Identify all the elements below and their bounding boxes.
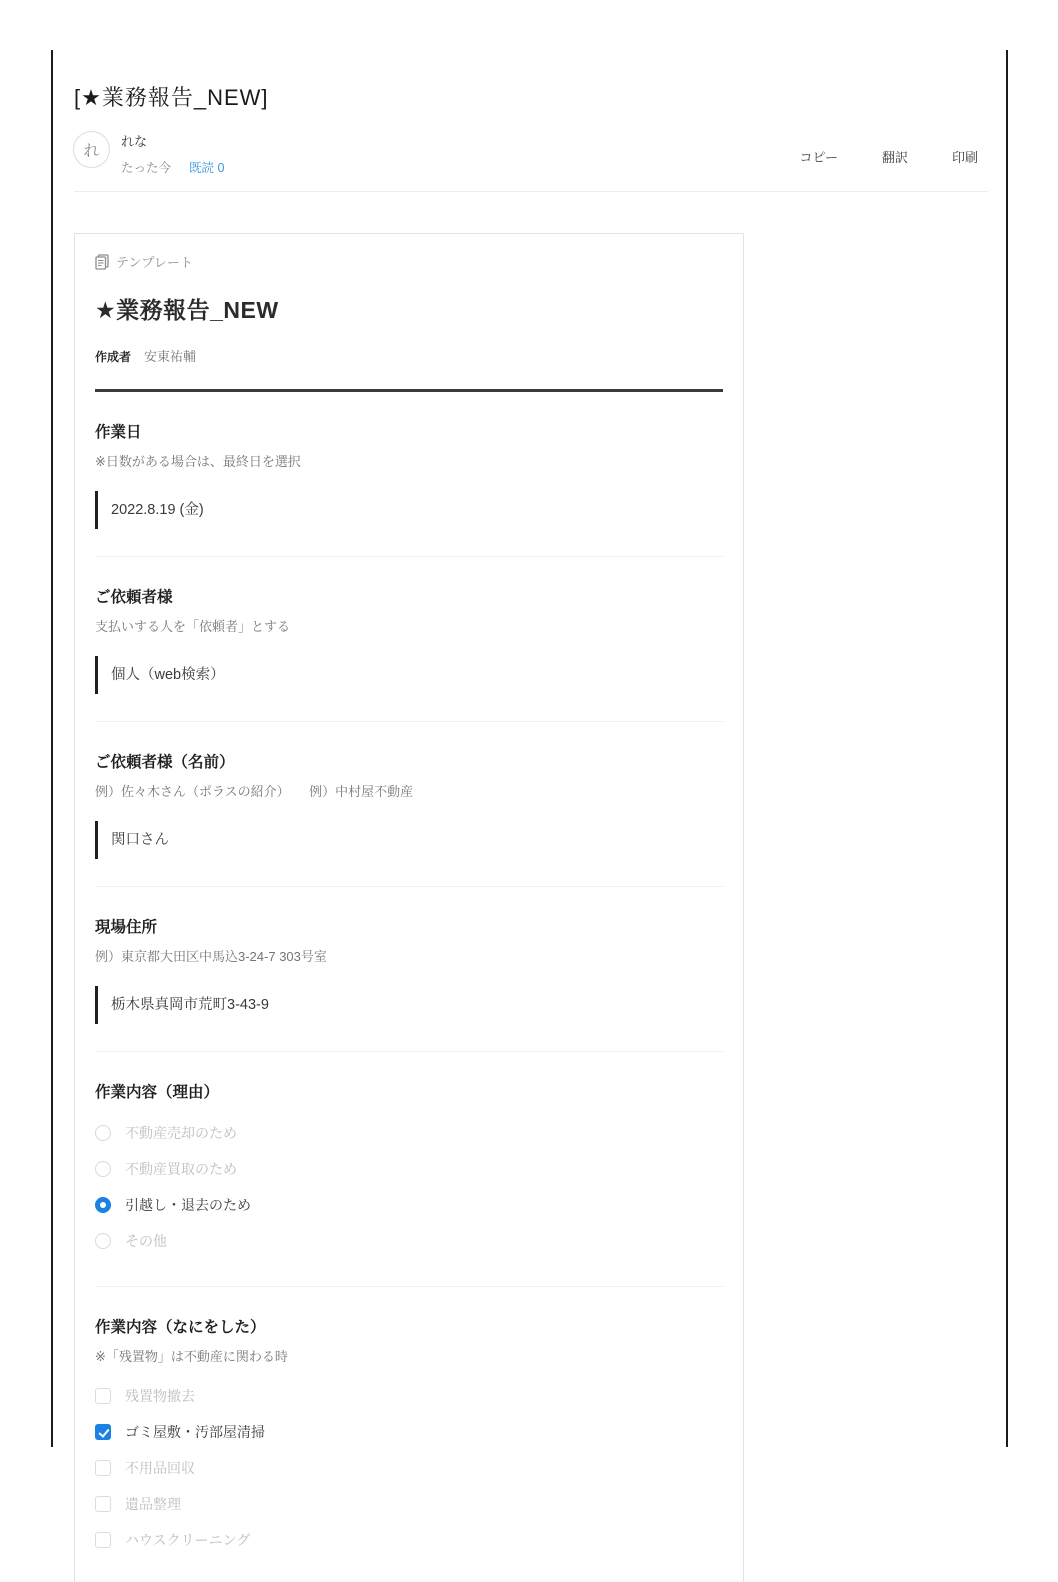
radio-option-reason-moving[interactable]: 引越し・退去のため [95,1187,723,1223]
message-actions [799,147,978,166]
checkbox-option-hoarder-cleaning[interactable]: ゴミ屋敷・汚部屋清掃 [95,1414,723,1450]
section-heading: 現場住所 [95,919,158,936]
author-label: 作成者 [95,350,132,364]
section-heading: ご依頼者様 [95,589,173,606]
site-address-value: 栃木県真岡市荒町3-43-9 [95,986,723,1024]
translate-button[interactable]: 翻訳 [882,147,908,166]
section-site-address [95,887,723,1052]
client-type-value: 個人（web検索） [95,656,723,694]
section-note: 例）佐々木さん（ポラスの紹介） 例）中村屋不動産 [95,784,414,799]
sender-info [121,131,224,176]
checkbox-icon [95,1424,111,1440]
radio-icon [95,1197,111,1213]
radio-icon [95,1233,111,1249]
section-client-type [95,557,723,722]
template-icon [95,254,109,270]
header-divider [74,191,988,192]
checkbox-icon [95,1532,111,1548]
section-heading: 作業日 [95,424,142,441]
checkbox-option-junk-collection[interactable]: 不用品回収 [95,1450,723,1486]
avatar[interactable] [73,131,110,168]
checkbox-icon [95,1388,111,1404]
section-heading: 作業内容（理由） [95,1084,220,1101]
sender-meta [121,158,224,176]
author-row [95,346,723,365]
card-title: ★業務報告_NEW [95,297,279,323]
checkbox-option-residue-removal[interactable]: 残置物撤去 [95,1378,723,1414]
radio-option-reason-purchase[interactable]: 不動産買取のため [95,1151,723,1187]
checkbox-icon [95,1496,111,1512]
section-work-date [95,392,723,557]
content-pane [51,50,1008,1548]
section-work-reason [95,1052,723,1287]
work-date-value: 2022.8.19 (金) [95,491,723,529]
author-name: 安東祐輔 [144,349,197,364]
radio-icon [95,1161,111,1177]
copy-button[interactable]: コピー [799,147,837,166]
section-note: 例）東京都大田区中馬込3-24-7 303号室 [95,949,327,964]
print-button[interactable]: 印刷 [952,147,978,166]
section-note: ※日数がある場合は、最終日を選択 [95,454,301,469]
timestamp: たった今 [121,161,172,175]
section-heading: ご依頼者様（名前） [95,754,235,771]
section-work-done [95,1287,723,1558]
checkbox-icon [95,1460,111,1476]
template-badge [95,252,723,271]
section-heading: 作業内容（なにをした） [95,1319,266,1336]
page-title: [★業務報告_NEW] [74,85,269,110]
section-client-name [95,722,723,887]
checkbox-option-house-cleaning[interactable]: ハウスクリーニング [95,1522,723,1558]
radio-option-reason-sale[interactable]: 不動産売却のため [95,1115,723,1151]
template-badge-label: テンプレート [116,255,193,270]
radio-option-reason-other[interactable]: その他 [95,1223,723,1259]
avatar-initial: れ [83,143,100,160]
sender-name: れな [121,134,148,149]
checkbox-option-estate-sorting[interactable]: 遺品整理 [95,1486,723,1522]
client-name-value: 関口さん [95,821,723,859]
message-header [73,131,978,176]
section-note: ※「残置物」は不動産に関わる時 [95,1349,288,1364]
checkbox-group-work-done [95,1378,723,1558]
read-status-link[interactable]: 既読 0 [189,161,225,175]
section-note: 支払いする人を「依頼者」とする [95,619,291,634]
radio-group-work-reason [95,1115,723,1259]
template-card [74,233,744,1582]
radio-icon [95,1125,111,1141]
